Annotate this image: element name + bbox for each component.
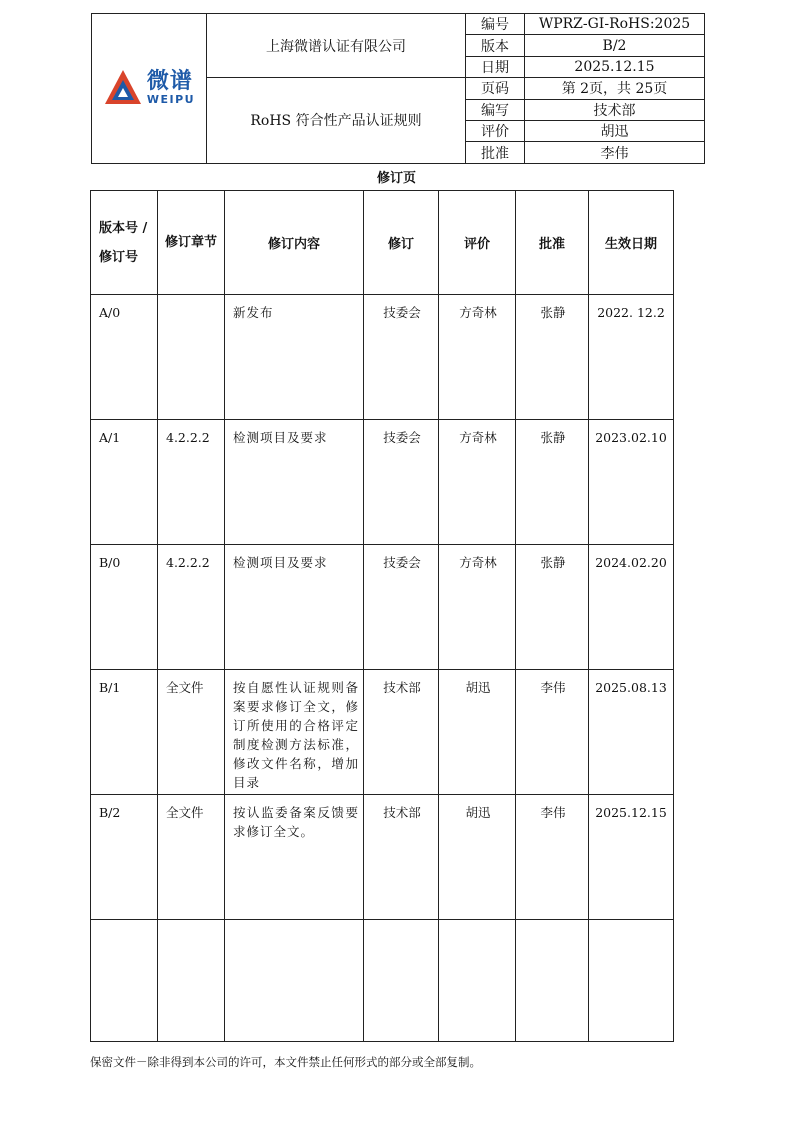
cell-section — [158, 295, 225, 420]
cell-empty — [364, 920, 439, 1042]
field-value-date: 2025.12.15 — [525, 56, 705, 77]
cell-revised-by: 技术部 — [364, 795, 439, 920]
field-value-reviewer: 胡迅 — [525, 120, 705, 141]
cell-effective-date: 2022. 12.2 — [589, 295, 674, 420]
field-value-author: 技术部 — [525, 99, 705, 120]
field-label-version: 版本 — [466, 35, 525, 56]
cell-empty — [516, 920, 589, 1042]
col-header-version: 版本号 / 修订号 — [91, 191, 158, 295]
field-label-author: 编写 — [466, 99, 525, 120]
table-row — [91, 795, 674, 920]
field-value-approver: 李伟 — [525, 142, 705, 163]
table-row-empty — [91, 920, 674, 1042]
cell-section: 4.2.2.2 — [158, 420, 225, 545]
cell-version: A/1 — [91, 420, 158, 545]
cell-section: 全文件 — [158, 670, 225, 795]
revision-table — [90, 190, 674, 1042]
cell-empty — [439, 920, 516, 1042]
cell-content: 按自愿性认证规则备案要求修订全文，修订所使用的合格评定制度检测方法标准，修改文件名称，增加目录 — [225, 670, 364, 795]
field-label-date: 日期 — [466, 56, 525, 77]
confidentiality-footer: 保密文件－除非得到本公司的许可，本文件禁止任何形式的部分或全部复制。 — [90, 1055, 481, 1069]
field-label-approver: 批准 — [466, 142, 525, 163]
cell-reviewed-by: 方奇林 — [439, 295, 516, 420]
cell-effective-date: 2024.02.20 — [589, 545, 674, 670]
cell-effective-date: 2025.08.13 — [589, 670, 674, 795]
col-header-effective-date: 生效日期 — [589, 191, 674, 295]
document-title: RoHS 符合性产品认证规则 — [207, 78, 466, 164]
cell-version: A/0 — [91, 295, 158, 420]
cell-empty — [91, 920, 158, 1042]
table-row — [91, 670, 674, 795]
field-value-number: WPRZ-GI-RoHS:2025 — [525, 14, 705, 35]
logo-cell — [92, 14, 207, 164]
col-header-section: 修订章节 — [158, 191, 225, 295]
cell-reviewed-by: 胡迅 — [439, 670, 516, 795]
table-row — [91, 545, 674, 670]
table-row — [91, 420, 674, 545]
weipu-logo-icon — [103, 68, 143, 108]
cell-effective-date: 2023.02.10 — [589, 420, 674, 545]
field-label-reviewer: 评价 — [466, 120, 525, 141]
cell-empty — [589, 920, 674, 1042]
cell-approved-by: 张静 — [516, 545, 589, 670]
cell-content: 检测项目及要求 — [225, 545, 364, 670]
cell-reviewed-by: 胡迅 — [439, 795, 516, 920]
cell-approved-by: 张静 — [516, 295, 589, 420]
cell-version: B/0 — [91, 545, 158, 670]
cell-revised-by: 技委会 — [364, 420, 439, 545]
cell-content: 新发布 — [225, 295, 364, 420]
cell-reviewed-by: 方奇林 — [439, 420, 516, 545]
cell-approved-by: 李伟 — [516, 670, 589, 795]
cell-reviewed-by: 方奇林 — [439, 545, 516, 670]
logo-en-text: WEIPU — [146, 93, 196, 107]
col-header-revised-by: 修订 — [364, 191, 439, 295]
revision-page-title: 修订页 — [376, 171, 416, 186]
company-name: 上海微谱认证有限公司 — [207, 14, 466, 78]
table-row — [91, 295, 674, 420]
field-label-page: 页码 — [466, 78, 525, 99]
col-header-approved-by: 批准 — [516, 191, 589, 295]
col-header-content: 修订内容 — [225, 191, 364, 295]
cell-revised-by: 技委会 — [364, 545, 439, 670]
cell-approved-by: 张静 — [516, 420, 589, 545]
cell-content: 检测项目及要求 — [225, 420, 364, 545]
cell-revised-by: 技委会 — [364, 295, 439, 420]
cell-version: B/2 — [91, 795, 158, 920]
col-header-reviewed-by: 评价 — [439, 191, 516, 295]
cell-version: B/1 — [91, 670, 158, 795]
cell-section: 全文件 — [158, 795, 225, 920]
cell-content: 按认监委备案反馈要求修订全文。 — [225, 795, 364, 920]
revision-table-header — [91, 191, 674, 295]
cell-empty — [225, 920, 364, 1042]
field-value-page: 第 2页，共 25页 — [525, 78, 705, 99]
cell-section: 4.2.2.2 — [158, 545, 225, 670]
field-value-version: B/2 — [525, 35, 705, 56]
logo-cn-text: 微谱 — [146, 69, 193, 95]
cell-empty — [158, 920, 225, 1042]
document-header — [91, 13, 705, 164]
cell-effective-date: 2025.12.15 — [589, 795, 674, 920]
cell-approved-by: 李伟 — [516, 795, 589, 920]
company-logo — [92, 68, 206, 108]
field-label-number: 编号 — [466, 14, 525, 35]
cell-revised-by: 技术部 — [364, 670, 439, 795]
